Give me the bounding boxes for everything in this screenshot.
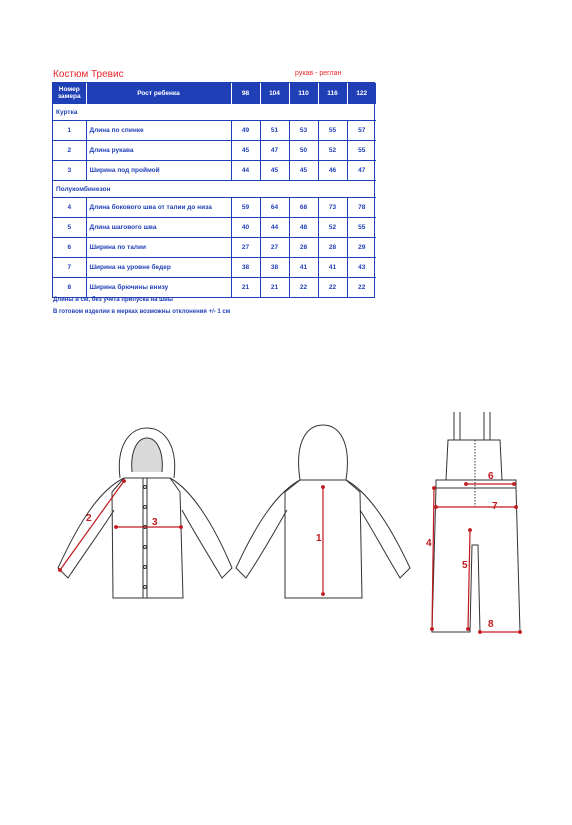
measure-value: 28	[318, 238, 347, 258]
measure-value: 22	[318, 278, 347, 298]
measure-value: 55	[347, 141, 376, 161]
measure-number: 4	[53, 198, 86, 218]
measure-value: 64	[260, 198, 289, 218]
measure-label: Ширина брючины внизу	[86, 278, 231, 298]
measure-number: 1	[53, 121, 86, 141]
measure-value: 45	[231, 141, 260, 161]
measure-value: 29	[347, 238, 376, 258]
measure-value: 78	[347, 198, 376, 218]
measure-number: 6	[53, 238, 86, 258]
measure-value: 59	[231, 198, 260, 218]
measure-value: 45	[289, 161, 318, 181]
measure-value: 51	[260, 121, 289, 141]
measure-value: 21	[231, 278, 260, 298]
measure-number: 8	[53, 278, 86, 298]
measure-value: 57	[347, 121, 376, 141]
note-tolerance: В готовом изделии в мерках возможны отклонения +/- 1 см	[53, 309, 231, 315]
measure-value: 40	[231, 218, 260, 238]
measure-value: 47	[260, 141, 289, 161]
measure-value: 38	[260, 258, 289, 278]
measure-value: 28	[289, 238, 318, 258]
measure-label: Длина шагового шва	[86, 218, 231, 238]
measure-label: Длина бокового шва от талии до низа	[86, 198, 231, 218]
measure-value: 47	[347, 161, 376, 181]
measure-number: 3	[53, 161, 86, 181]
measure-value: 45	[260, 161, 289, 181]
product-title: Костюм Тревис	[53, 69, 124, 80]
measure-label: Ширина по талии	[86, 238, 231, 258]
measure-label-1: 1	[316, 533, 322, 544]
measure-value: 22	[347, 278, 376, 298]
header-size: 116	[318, 83, 347, 104]
measure-value: 68	[289, 198, 318, 218]
measure-number: 5	[53, 218, 86, 238]
measure-number: 2	[53, 141, 86, 161]
measure-label: Ширина под проймой	[86, 161, 231, 181]
measure-label: Ширина на уровне бедер	[86, 258, 231, 278]
measure-value: 22	[289, 278, 318, 298]
sleeve-type-note: рукав - реглан	[295, 70, 342, 77]
measure-label: Длина по спинке	[86, 121, 231, 141]
note-units: Длины в см, без учета припуска на швы	[53, 297, 173, 303]
measure-value: 48	[289, 218, 318, 238]
measure-value: 52	[318, 141, 347, 161]
measure-value: 43	[347, 258, 376, 278]
measure-label-7: 7	[492, 501, 498, 512]
measure-value: 52	[318, 218, 347, 238]
measure-label-2: 2	[86, 513, 92, 524]
measure-label-6: 6	[488, 471, 494, 482]
measure-value: 46	[318, 161, 347, 181]
measure-value: 50	[289, 141, 318, 161]
measure-label: Длина рукава	[86, 141, 231, 161]
measure-value: 27	[260, 238, 289, 258]
measure-value: 55	[318, 121, 347, 141]
header-size: 104	[260, 83, 289, 104]
overalls-drawing	[432, 412, 520, 632]
measure-label-4: 4	[426, 538, 432, 549]
measure-label-5: 5	[462, 560, 468, 571]
measure-value: 55	[347, 218, 376, 238]
measure-value: 41	[289, 258, 318, 278]
measure-value: 53	[289, 121, 318, 141]
measure-value: 41	[318, 258, 347, 278]
header-size: 98	[231, 83, 260, 104]
section-label: Куртка	[53, 104, 376, 121]
measure-value: 44	[260, 218, 289, 238]
measure-value: 49	[231, 121, 260, 141]
header-measure-number: Номер замера	[53, 83, 86, 104]
measure-label-8: 8	[488, 619, 494, 630]
measure-number: 7	[53, 258, 86, 278]
measure-value: 27	[231, 238, 260, 258]
measure-value: 73	[318, 198, 347, 218]
header-size: 122	[347, 83, 376, 104]
measure-value: 21	[260, 278, 289, 298]
header-child-height: Рост ребенка	[86, 83, 231, 104]
header-size: 110	[289, 83, 318, 104]
measure-label-3: 3	[152, 517, 158, 528]
measure-value: 38	[231, 258, 260, 278]
measure-value: 44	[231, 161, 260, 181]
measurement-lines	[60, 481, 520, 632]
jacket-front-drawing	[58, 428, 232, 598]
section-label: Полукомбинезон	[53, 181, 376, 198]
